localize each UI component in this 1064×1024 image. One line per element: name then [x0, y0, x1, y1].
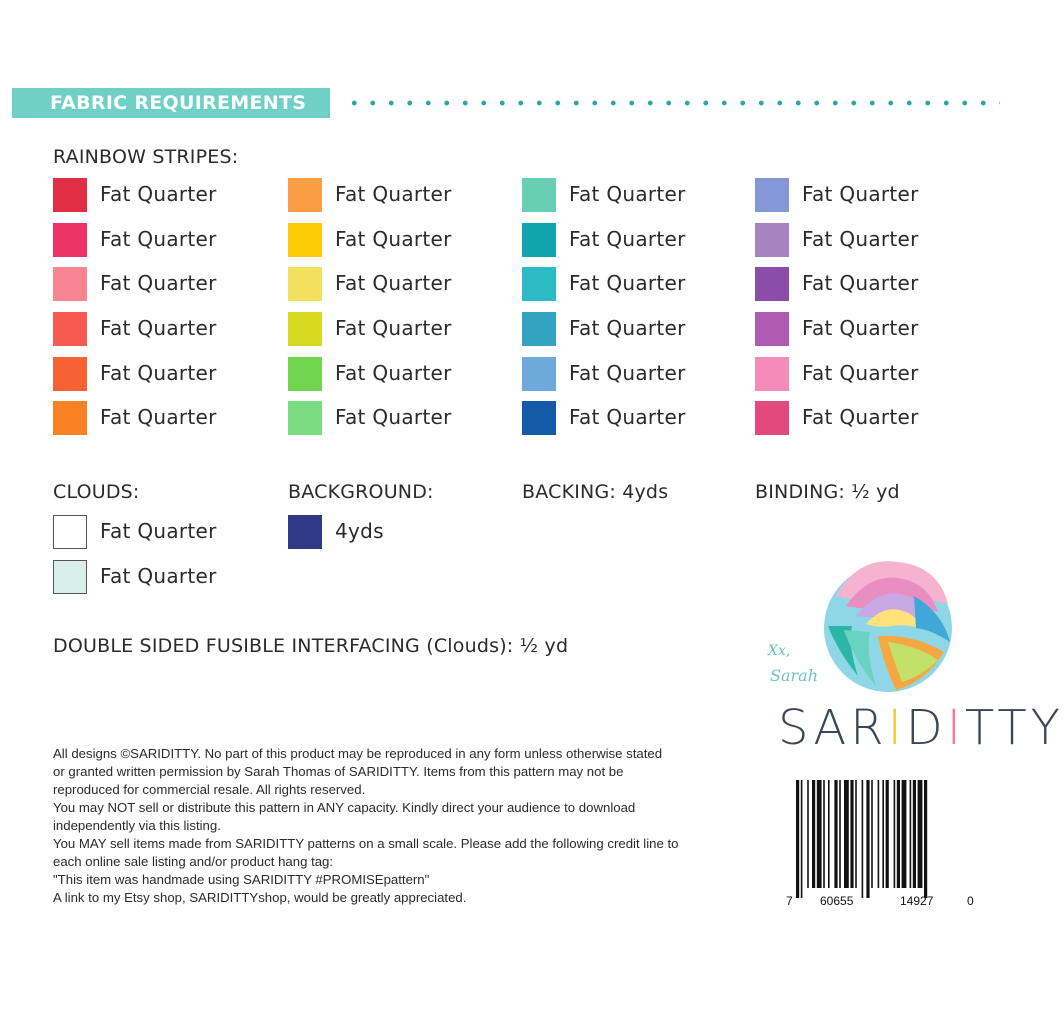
swatch-label: Fat Quarter	[802, 271, 919, 295]
dotted-divider	[345, 99, 1000, 107]
brand-letter: D	[905, 700, 947, 756]
swatch-label: Fat Quarter	[100, 271, 217, 295]
barcode	[786, 776, 976, 914]
swatch-label: Fat Quarter	[569, 227, 686, 251]
swatch-label: Fat Quarter	[569, 361, 686, 385]
fabric-swatch	[755, 178, 789, 212]
fabric-swatch	[522, 312, 556, 346]
swatch-label: Fat Quarter	[335, 405, 452, 429]
flower-logo-icon	[818, 556, 958, 696]
brand-letter: T	[997, 700, 1031, 756]
barcode-digit-last: 0	[967, 894, 974, 908]
fabric-swatch	[53, 312, 87, 346]
swatch-label: 4yds	[335, 519, 384, 543]
fabric-swatch	[522, 223, 556, 257]
fabric-swatch	[53, 515, 87, 549]
brand-wordmark	[778, 700, 1064, 756]
fabric-swatch	[755, 312, 789, 346]
swatch-label: Fat Quarter	[569, 316, 686, 340]
fabric-swatch	[288, 267, 322, 301]
fabric-swatch	[288, 178, 322, 212]
section-header-bar	[12, 88, 330, 118]
legal-line: independently via this listing.	[53, 818, 221, 833]
legal-line: All designs ©SARIDITTY. No part of this product may be reproduced in any form unless otherwise stated	[53, 746, 663, 761]
swatch-label: Fat Quarter	[335, 316, 452, 340]
swatch-label: Fat Quarter	[100, 316, 217, 340]
fabric-swatch	[53, 223, 87, 257]
fabric-swatch	[755, 401, 789, 435]
legal-line: each online sale listing and/or product hang tag:	[53, 854, 334, 869]
legal-line: reproduced for commercial resale. All rights reserved.	[53, 782, 366, 797]
section-title: FABRIC REQUIREMENTS	[50, 92, 307, 114]
legal-line: "This item was handmade using SARIDITTY #PROMISEpattern"	[53, 872, 430, 887]
fabric-swatch	[53, 401, 87, 435]
swatch-label: Fat Quarter	[802, 405, 919, 429]
legal-line: You may NOT sell or distribute this pattern in ANY capacity. Kindly direct your audience to download	[53, 800, 636, 815]
fabric-swatch	[288, 515, 322, 549]
signature-line-1: Xx,	[768, 643, 791, 659]
swatch-label: Fat Quarter	[802, 316, 919, 340]
swatch-label: Fat Quarter	[100, 182, 217, 206]
rainbow-stripes-label: RAINBOW STRIPES:	[53, 146, 239, 168]
swatch-label: Fat Quarter	[802, 227, 919, 251]
swatch-label: Fat Quarter	[335, 227, 452, 251]
swatch-label: Fat Quarter	[100, 564, 217, 588]
interfacing-label: DOUBLE SIDED FUSIBLE INTERFACING (Clouds): ½ yd	[53, 635, 569, 657]
swatch-label: Fat Quarter	[569, 405, 686, 429]
brand-letter: A	[813, 700, 851, 756]
swatch-label: Fat Quarter	[802, 361, 919, 385]
swatch-label: Fat Quarter	[569, 271, 686, 295]
fabric-swatch	[522, 357, 556, 391]
background-label: BACKGROUND:	[288, 481, 434, 503]
legal-notice	[53, 745, 753, 907]
swatch-label: Fat Quarter	[569, 182, 686, 206]
swatch-label: Fat Quarter	[335, 271, 452, 295]
fabric-swatch	[755, 357, 789, 391]
clouds-label: CLOUDS:	[53, 481, 140, 503]
barcode-digit-first: 7	[786, 894, 793, 908]
binding-label: BINDING: ½ yd	[755, 481, 900, 503]
fabric-swatch	[755, 267, 789, 301]
legal-line: or granted written permission by Sarah Thomas of SARIDITTY. Items from this pattern may not be	[53, 764, 624, 779]
swatch-label: Fat Quarter	[100, 405, 217, 429]
swatch-label: Fat Quarter	[100, 227, 217, 251]
fabric-swatch	[288, 401, 322, 435]
barcode-bars-icon	[790, 776, 976, 898]
fabric-swatch	[53, 560, 87, 594]
barcode-group-left: 60655	[820, 894, 854, 908]
brand-letter: T	[964, 700, 998, 756]
barcode-group-right: 14927	[900, 894, 934, 908]
brand-letter: I	[887, 700, 906, 756]
swatch-label: Fat Quarter	[335, 361, 452, 385]
fabric-swatch	[288, 357, 322, 391]
swatch-label: Fat Quarter	[100, 361, 217, 385]
swatch-label: Fat Quarter	[335, 182, 452, 206]
brand-letter: I	[946, 700, 965, 756]
backing-label: BACKING: 4yds	[522, 481, 669, 503]
fabric-swatch	[53, 357, 87, 391]
brand-letter: S	[778, 700, 814, 756]
fabric-swatch	[288, 312, 322, 346]
fabric-swatch	[522, 178, 556, 212]
fabric-swatch	[522, 267, 556, 301]
fabric-swatch	[53, 267, 87, 301]
fabric-swatch	[288, 223, 322, 257]
signature-line-2: Sarah	[770, 666, 818, 685]
brand-letter: Y	[1030, 700, 1064, 756]
swatch-label: Fat Quarter	[802, 182, 919, 206]
brand-letter: R	[850, 700, 888, 756]
legal-line: A link to my Etsy shop, SARIDITTYshop, would be greatly appreciated.	[53, 890, 467, 905]
fabric-swatch	[755, 223, 789, 257]
swatch-label: Fat Quarter	[100, 519, 217, 543]
fabric-swatch	[53, 178, 87, 212]
legal-line: You MAY sell items made from SARIDITTY patterns on a small scale. Please add the following credit line to	[53, 836, 679, 851]
fabric-swatch	[522, 401, 556, 435]
